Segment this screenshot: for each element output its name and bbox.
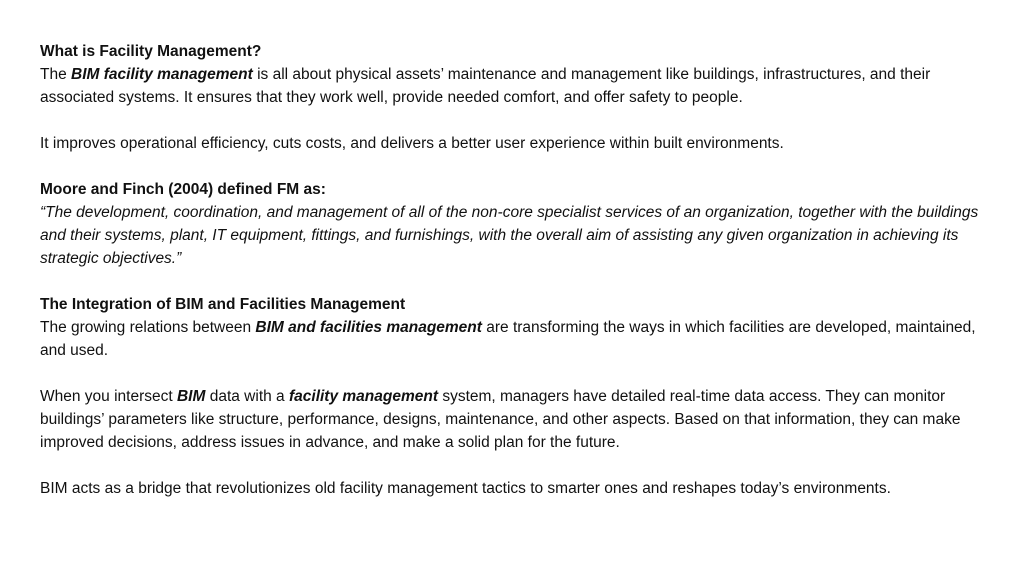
slide-content [40,40,985,500]
text-run: is all about physical assets’ maintenance and management like buildings, infrastructures, and their associated systems. It ensures that they work well, provide needed comfort, and offer safety to people. [40,66,931,106]
emphasis-bim: BIM [176,388,206,405]
heading-moore-finch: Moore and Finch (2004) defined FM as: [40,181,326,198]
heading-what-is-fm: What is Facility Management? [40,43,262,60]
spacer [40,454,985,477]
spacer [40,362,985,385]
spacer [40,270,985,293]
quote-fm-definition: “The development, coordination, and management of all of the non-core specialist services of an organization, together with the buildings and their systems, plant, IT equipment, fittings, and furnishings, with the overall aim of assisting any given organization in achieving its strategic objectives.” [40,204,979,267]
text-run: The [40,66,72,83]
paragraph-bim-bridge: BIM acts as a bridge that revolutionizes old facility management tactics to smarter ones and reshapes today’s environments. [40,480,891,497]
text-run: When you intersect [40,388,177,405]
spacer [40,155,985,178]
text-run: The growing relations between [40,319,256,336]
emphasis-facility-management: facility management [288,388,439,405]
paragraph-fm-definition [40,63,985,109]
text-run: are transforming the ways in which facilities are developed, maintained, and used. [40,319,976,359]
emphasis-bim-and-facilities-management: BIM and facilities management [255,319,482,336]
text-run: system, managers have detailed real-time data access. They can monitor buildings’ parameters like structure, performance, designs, maintenance, and other aspects. Based on that information, they can make improved decisions, address issues in advance, and make a solid plan for the future. [40,388,961,451]
paragraph-fm-benefits: It improves operational efficiency, cuts costs, and delivers a better user experience within built environments. [40,135,784,152]
paragraph-growing-relations [40,316,985,362]
paragraph-bim-intersect [40,385,985,454]
text-run: data with a [205,388,289,405]
heading-bim-fm-integration: The Integration of BIM and Facilities Management [40,296,406,313]
emphasis-bim-facility-management: BIM facility management [71,66,253,83]
spacer [40,109,985,132]
